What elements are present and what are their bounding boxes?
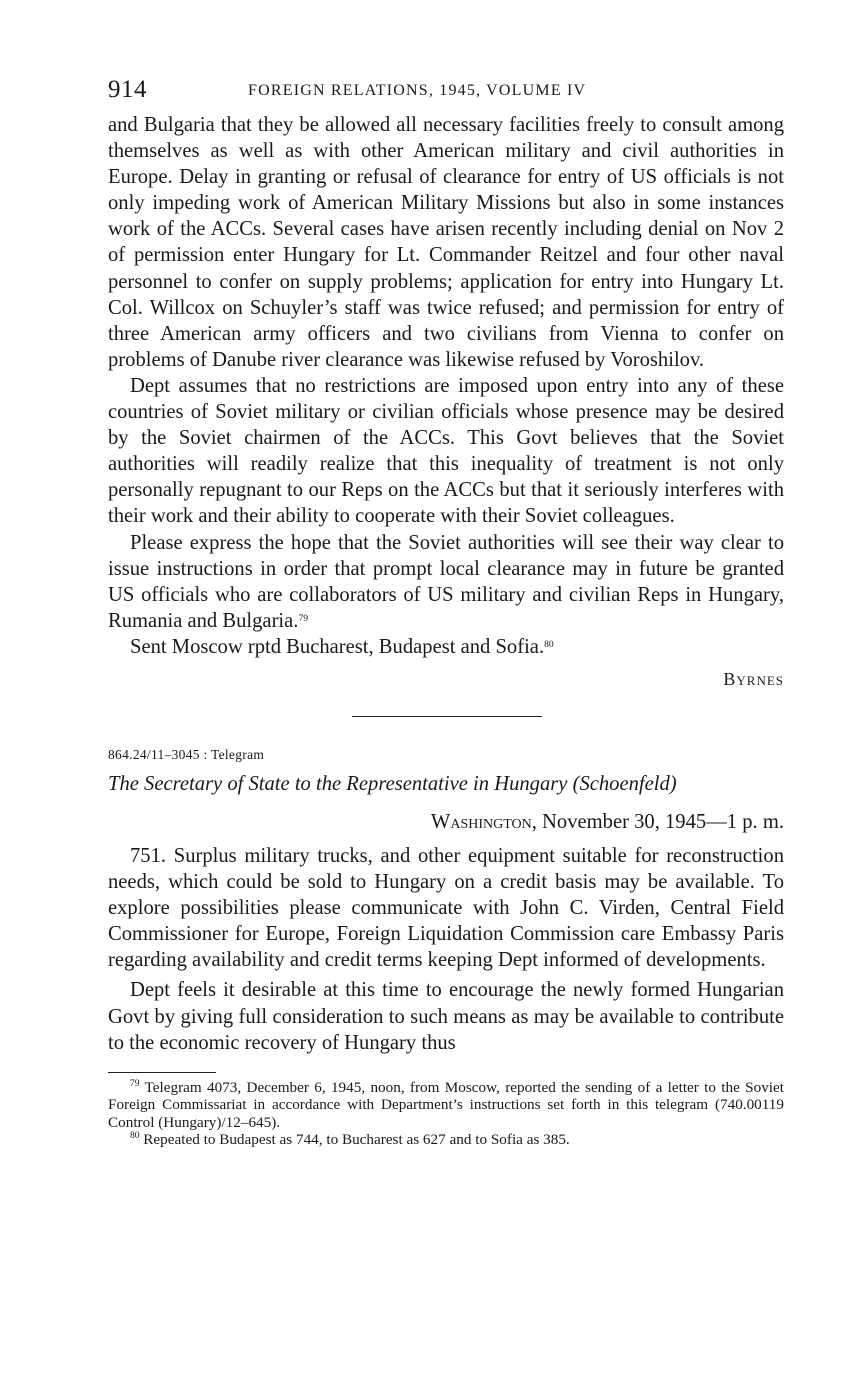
footnote-text: Telegram 4073, December 6, 1945, noon, from Moscow, reported the sending of a letter to the Soviet Foreign Commissariat in accordance with Department’s instructions set forth in this telegram (740.00119 Control (Hungary)/12–645).	[108, 1078, 784, 1131]
dateline-place: Washington,	[430, 810, 537, 833]
page-number: 914	[108, 76, 147, 103]
footnotes	[108, 1079, 784, 1149]
paragraph	[108, 530, 784, 634]
footnote-number: 80	[130, 1131, 140, 1142]
paragraph: Dept assumes that no restrictions are imposed upon entry into any of these countries of Soviet military or civilian officials whose presence may be desired by the Soviet chairmen of the ACCs. This Govt believes that the Soviet authorities will readily realize that this inequality of treatment is not only personally repugnant to our Reps on the ACCs but that it seriously interferes with their work and their ability to cooperate with their Soviet colleagues.	[108, 374, 784, 528]
footnote	[108, 1079, 784, 1132]
footnote-number: 79	[130, 1078, 140, 1089]
signature	[108, 666, 784, 692]
footnote	[108, 1131, 784, 1149]
signature-name: Byrnes	[723, 668, 784, 689]
dateline	[108, 807, 784, 837]
footnote-text: Repeated to Budapest as 744, to Bucharest as 627 and to Sofia as 385.	[143, 1131, 570, 1149]
paragraph-text: Sent Moscow rptd Bucharest, Budapest and Sofia.	[130, 635, 545, 658]
footnote-ref[interactable]: 79	[298, 613, 308, 624]
paragraph: and Bulgaria that they be allowed all necessary facilities freely to consult among themselves as well as with other American military and civil authorities in Europe. Delay in granting or refusal of clearance for entry of US officials is not only impeding work of American Military Missions but also in some instances work of the ACCs. Several cases have arisen recently including denial on Nov 2 of permission enter Hungary for Lt. Commander Reitzel and four other naval personnel to confer on supply problems; application for entry into Hungary Lt. Col. Willcox on Schuyler’s staff was twice refused; and permission for entry of three American army officers and two civilians from Vienna to confer on problems of Danube river clearance was likewise refused by Voroshilov.	[108, 114, 784, 371]
paragraph-text: Please express the hope that the Soviet authorities will see their way clear to issue instructions in order that prompt local clearance may in future be granted US officials who are collaborators of US military and civilian Reps in Hungary, Rumania and Bulgaria.	[108, 531, 784, 632]
paragraph: 751. Surplus military trucks, and other equipment suitable for reconstruction needs, which could be sold to Hungary on a credit basis may be available. To explore possibilities please communicate with John C. Virden, Central Field Commissioner for Europe, Foreign Liquidation Commission care Embassy Paris regarding availability and credit terms keeping Dept informed of developments.	[108, 844, 784, 972]
heading-name: (Schoenfeld)	[572, 772, 677, 795]
footnote-divider	[108, 1072, 216, 1073]
section-divider	[352, 716, 542, 717]
paragraph	[108, 634, 784, 660]
document-page	[108, 74, 784, 1149]
footnote-ref[interactable]: 80	[544, 639, 554, 650]
file-reference: 864.24/11–3045 : Telegram	[108, 746, 265, 762]
running-title: FOREIGN RELATIONS, 1945, VOLUME IV	[248, 82, 587, 99]
running-header	[108, 74, 784, 112]
heading-text: The Secretary of State to the Representative in Hungary	[108, 772, 568, 795]
paragraph: Dept feels it desirable at this time to encourage the newly formed Hungarian Govt by giving full consideration to such means as may be available to contribute to the economic recovery of Hungary thus	[108, 979, 784, 1054]
dateline-time: November 30, 1945—1 p. m.	[542, 810, 784, 833]
document-heading	[108, 769, 784, 799]
